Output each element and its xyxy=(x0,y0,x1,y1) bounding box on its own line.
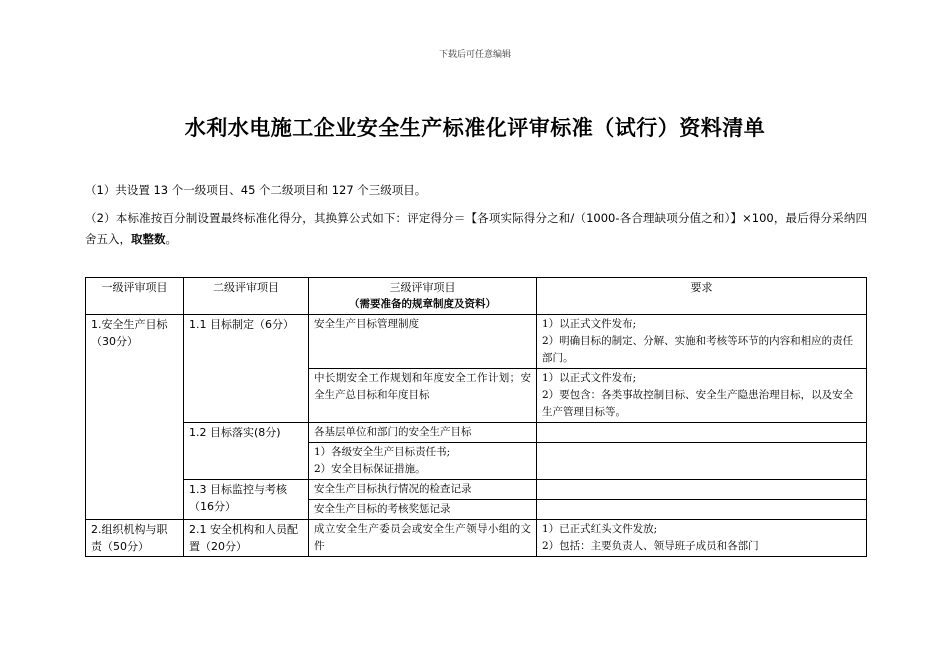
requirement-line: 1）已正式红头文件发放; xyxy=(542,523,658,535)
level3-cell: 中长期安全工作规划和年度安全工作计划；安全生产总目标和年度目标 xyxy=(309,369,537,423)
level3-cell: 安全生产目标的考核奖惩记录 xyxy=(309,500,537,520)
document-title: 水利水电施工企业安全生产标准化评审标准（试行）资料清单 xyxy=(184,116,766,140)
requirement-line: 2）包括：主要负责人、领导班子成员和各部门 xyxy=(542,540,759,552)
table-row xyxy=(86,315,867,369)
header-level3-subtitle: （需要准备的规章制度及资料） xyxy=(349,298,496,310)
header-level3 xyxy=(309,278,537,315)
level2-cell: 1.2 目标落实(8分) xyxy=(184,423,309,480)
requirement-cell xyxy=(537,369,867,423)
intro-line-1: （1）共设置 13 个一级项目、45 个二级项目和 127 个三级项目。 xyxy=(85,183,427,197)
table-row xyxy=(86,423,867,443)
level3-cell: 安全生产目标执行情况的检查记录 xyxy=(309,480,537,500)
header-level1: 一级评审项目 xyxy=(86,278,184,315)
table-row xyxy=(86,480,867,500)
requirement-cell xyxy=(537,500,867,520)
header-level3-title: 三级评审项目 xyxy=(389,281,456,294)
level3-cell: 成立安全生产委员会或安全生产领导小组的文件 xyxy=(309,520,537,557)
requirement-cell xyxy=(537,315,867,369)
level3-cell xyxy=(309,443,537,480)
table-header-row xyxy=(86,278,867,315)
level3-line: 1）各级安全生产目标责任书; xyxy=(314,446,451,458)
level3-line: 2）安全目标保证措施。 xyxy=(314,463,426,475)
header-requirement: 要求 xyxy=(537,278,867,315)
requirement-cell xyxy=(537,443,867,480)
header-note: 下载后可任意编辑 xyxy=(438,50,511,60)
requirement-cell xyxy=(537,520,867,557)
intro-line-2-end: 。 xyxy=(165,232,177,246)
intro-line-2-bold: 取整数 xyxy=(131,232,166,246)
level2-cell: 2.1 安全机构和人员配置（20分） xyxy=(184,520,309,557)
requirement-line: 1）以正式文件发布; xyxy=(542,318,637,330)
level1-cell: 1.安全生产目标（30分） xyxy=(86,315,184,520)
requirement-line: 2）要包含：各类事故控制目标、安全生产隐患治理目标，以及安全生产管理目标等。 xyxy=(542,389,854,418)
requirement-cell xyxy=(537,480,867,500)
table-row xyxy=(86,520,867,557)
level3-cell: 各基层单位和部门的安全生产目标 xyxy=(309,423,537,443)
requirement-line: 2）明确目标的制定、分解、实施和考核等环节的内容和相应的责任部门。 xyxy=(542,335,854,364)
requirement-cell xyxy=(537,423,867,443)
header-level2: 二级评审项目 xyxy=(184,278,309,315)
intro-line-2 xyxy=(85,208,867,250)
level2-cell: 1.3 目标监控与考核（16分） xyxy=(184,480,309,520)
checklist-table xyxy=(85,277,867,557)
requirement-line: 1）以正式文件发布; xyxy=(542,372,637,384)
level1-cell: 2.组织机构与职责（50分） xyxy=(86,520,184,557)
intro-line-2-text: （2）本标准按百分制设置最终标准化得分，其换算公式如下：评定得分＝【各项实际得分之和/（1000-各合理缺项分值之和）】×100，最后得分采纳四舍五入， xyxy=(85,211,867,246)
level2-cell: 1.1 目标制定（6分） xyxy=(184,315,309,423)
level3-cell: 安全生产目标管理制度 xyxy=(309,315,537,369)
